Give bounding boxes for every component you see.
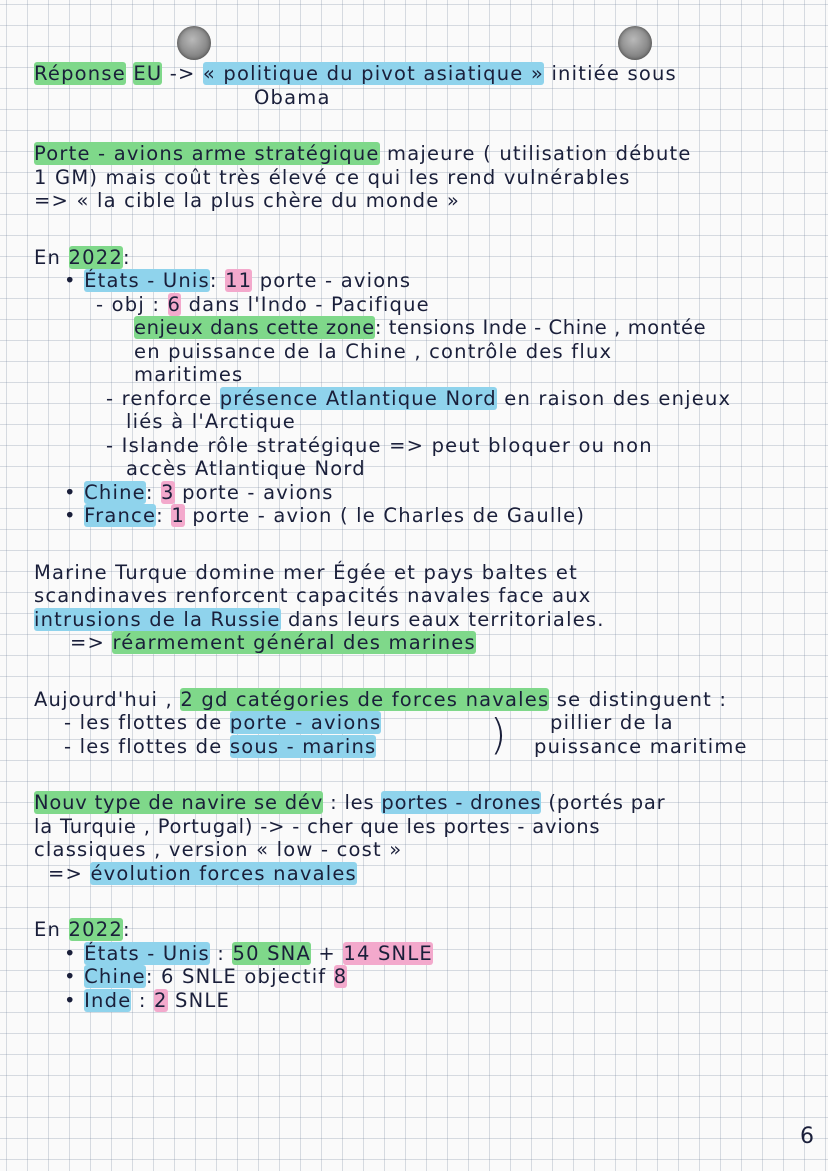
list-item xyxy=(34,481,824,505)
note-text: liés à l'Arctique xyxy=(126,410,296,433)
note-line xyxy=(34,340,824,364)
note-text: => « la cible la plus chère du monde » xyxy=(34,189,460,212)
note-text: Obama xyxy=(254,85,331,109)
note-text: - les flottes de xyxy=(64,711,223,734)
note-text: - Islande rôle stratégique => peut bloquer ou non xyxy=(106,433,653,457)
note-line xyxy=(34,584,824,608)
note-text: : xyxy=(122,918,131,941)
brace-label xyxy=(534,711,748,758)
list-item xyxy=(34,316,824,340)
arrow: => xyxy=(70,631,106,654)
highlight-green: 2 gd catégories de forces navales xyxy=(180,687,550,711)
note-text: : xyxy=(156,504,164,527)
note-line xyxy=(34,246,824,270)
note-line xyxy=(34,862,824,886)
bullet-icon: • xyxy=(64,965,77,988)
note-text: porte - avion ( le Charles de Gaulle) xyxy=(192,504,586,527)
note-text: majeure ( utilisation débute xyxy=(387,142,692,165)
note-text: SNLE xyxy=(175,988,230,1012)
note-text: - les flottes de xyxy=(64,734,223,758)
number-highlight: 2 xyxy=(154,988,168,1012)
answer-label: Réponse xyxy=(34,62,126,85)
highlight-green: Porte - avions arme stratégique xyxy=(34,142,380,165)
note-text: : xyxy=(217,941,226,965)
note-line xyxy=(34,142,824,166)
country-label: États - Unis xyxy=(84,269,210,292)
note-text: scandinaves renforcent capacités navales face aux xyxy=(34,584,592,607)
highlight-blue: présence Atlantique Nord xyxy=(219,386,497,410)
note-text: la Turquie , Portugal) -> - cher que les portes - avions xyxy=(34,814,601,838)
country-label: France xyxy=(84,504,157,527)
note-text: (portés par xyxy=(548,791,666,814)
note-text: porte - avions xyxy=(259,269,412,292)
list-item xyxy=(34,965,824,989)
year-highlight: 2022 xyxy=(68,918,123,941)
bullet-icon: • xyxy=(64,480,77,504)
bullet-icon: • xyxy=(64,269,77,292)
note-text: en raison des enjeux xyxy=(504,386,732,410)
note-text: accès Atlantique Nord xyxy=(126,457,366,480)
note-line xyxy=(34,86,824,110)
highlight-blue: sous - marins xyxy=(229,734,377,758)
number-highlight: 14 SNLE xyxy=(343,941,433,965)
note-text: dans leurs eaux territoriales. xyxy=(287,607,605,631)
list-item xyxy=(34,434,824,458)
number-highlight: 1 xyxy=(171,504,185,527)
list-item xyxy=(34,387,824,411)
note-line xyxy=(34,561,824,585)
note-text: : les xyxy=(330,791,375,814)
note-text: En xyxy=(34,245,62,269)
navy-categories xyxy=(34,711,824,758)
handwritten-notes xyxy=(34,62,824,1012)
note-line xyxy=(34,410,824,434)
highlight-blue: portes - drones xyxy=(381,791,542,814)
note-line xyxy=(34,62,824,86)
number-highlight: 11 xyxy=(225,269,253,292)
arrow: => xyxy=(48,861,84,885)
highlight-blue: évolution forces navales xyxy=(90,861,357,885)
note-text: : xyxy=(145,480,154,504)
highlight-blue: intrusions de la Russie xyxy=(34,607,281,631)
country-label: Chine xyxy=(84,480,146,504)
arrow: -> xyxy=(169,62,196,85)
note-text: Marine Turque domine mer Égée et pays baltes et xyxy=(34,560,578,584)
binder-hole-right xyxy=(618,26,652,60)
note-line xyxy=(34,166,824,190)
highlight-green: 50 SNA xyxy=(232,941,311,965)
highlight-blue: porte - avions xyxy=(229,711,382,734)
highlight-green: enjeux dans cette zone xyxy=(134,316,375,339)
note-line xyxy=(34,918,824,942)
note-text: classiques , version « low - cost » xyxy=(34,838,403,861)
number-highlight: 3 xyxy=(161,480,175,504)
note-line xyxy=(34,631,824,655)
note-text: pillier de la xyxy=(550,711,674,734)
note-text: dans l'Indo - Pacifique xyxy=(188,292,430,316)
note-text: - obj : xyxy=(96,292,161,316)
country-label: Chine xyxy=(84,965,146,988)
note-line xyxy=(34,457,824,481)
pivot-quote: « politique du pivot asiatique » xyxy=(202,62,545,85)
list-item xyxy=(34,989,824,1013)
note-text: initiée sous xyxy=(551,62,677,85)
note-text: + xyxy=(318,941,336,965)
number-highlight: 6 xyxy=(167,292,182,316)
eu-label: EU xyxy=(133,62,163,85)
bullet-icon: • xyxy=(64,988,77,1012)
note-text: 1 GM) mais coût très élevé ce qui les rend vulnérables xyxy=(34,165,631,189)
binder-hole-left xyxy=(177,26,211,60)
highlight-green: Nouv type de navire se dév xyxy=(34,791,324,814)
country-label: Inde xyxy=(84,988,132,1012)
note-text: 6 SNLE objectif xyxy=(161,965,327,988)
note-text: : xyxy=(145,965,154,988)
list-item xyxy=(34,293,824,317)
note-text: : xyxy=(122,245,131,269)
note-line xyxy=(34,838,824,862)
year-highlight: 2022 xyxy=(68,245,123,269)
note-text: Aujourd'hui , xyxy=(34,687,173,711)
bullet-icon: • xyxy=(64,504,77,527)
note-text: maritimes xyxy=(134,363,244,386)
note-line xyxy=(34,608,824,632)
note-text: En xyxy=(34,918,62,941)
country-label: États - Unis xyxy=(84,941,210,965)
note-line xyxy=(34,815,824,839)
list-item xyxy=(34,942,824,966)
note-text: - renforce xyxy=(106,386,213,410)
note-text: : xyxy=(209,269,218,292)
brace-icon: ) xyxy=(490,710,508,759)
note-line xyxy=(34,791,824,815)
bullet-icon: • xyxy=(64,941,77,965)
note-text: se distinguent : xyxy=(556,687,728,711)
list-item xyxy=(34,269,824,293)
page-number: 6 xyxy=(800,1124,814,1149)
highlight-green: réarmement général des marines xyxy=(112,631,476,654)
note-text: : tensions Inde - Chine , montée xyxy=(374,316,707,339)
note-line xyxy=(34,189,824,213)
note-text: en puissance de la Chine , contrôle des flux xyxy=(134,339,613,363)
note-line xyxy=(34,688,824,712)
list-item xyxy=(34,504,824,528)
note-text: : xyxy=(138,988,147,1012)
note-line xyxy=(34,363,824,387)
number-highlight: 8 xyxy=(333,965,348,988)
note-text: puissance maritime xyxy=(534,734,748,758)
note-text: porte - avions xyxy=(182,480,334,504)
